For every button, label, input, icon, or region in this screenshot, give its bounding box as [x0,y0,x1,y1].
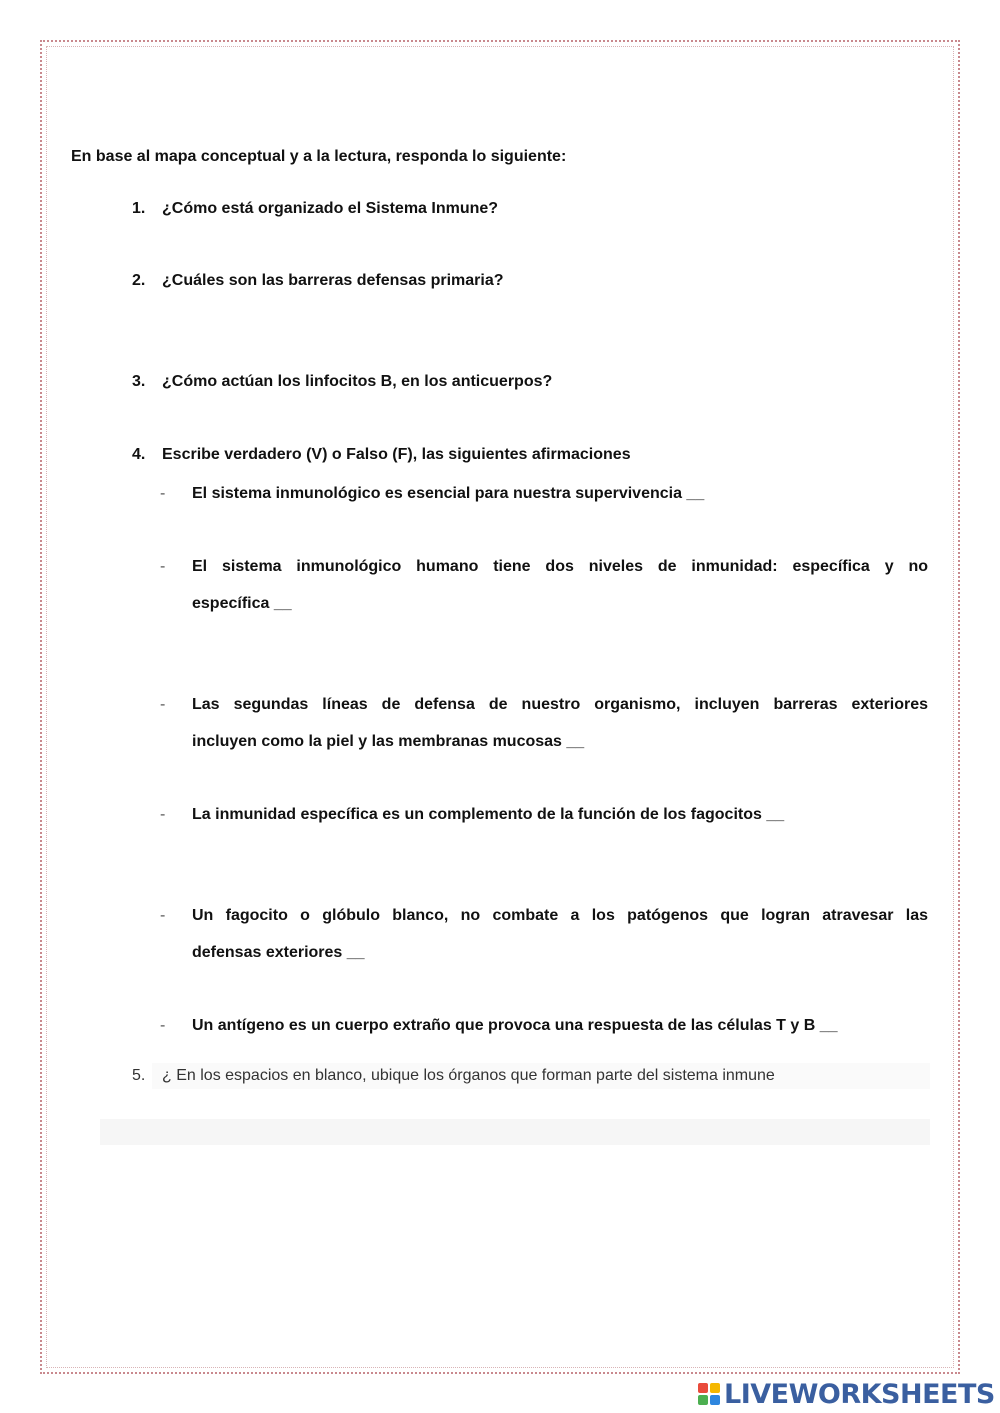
logo-square-icon [710,1395,720,1405]
question-3 [132,373,552,391]
question-number: 2. [132,272,146,289]
answer-input-area[interactable] [100,1119,930,1145]
logo-square-icon [698,1383,708,1393]
instructions-heading: En base al mapa conceptual y a la lectura, responda lo siguiente: [71,148,567,165]
statement-text: Un antígeno es un cuerpo extraño que provoca una respuesta de las células T y B __ [192,1017,838,1034]
bullet-dash: - [160,907,166,924]
logo-square-icon [698,1395,708,1405]
question-2 [132,272,503,290]
question-number: 3. [132,373,146,390]
statement-text: El sistema inmunológico es esencial para nuestra supervivencia __ [192,485,705,502]
statement-text: Las segundas líneas de defensa de nuestro organismo, incluyen barreras exteriores [192,696,928,713]
statement-text-continued: específica __ [192,595,292,612]
question-number: 5. [132,1067,146,1084]
statement-3 [160,686,928,760]
brand-name: LIVEWORKSHEETS [724,1378,995,1410]
statement-4 [160,796,928,833]
logo-square-icon [710,1383,720,1393]
question-text: Escribe verdadero (V) o Falso (F), las siguientes afirmaciones [162,446,631,463]
question-text: ¿Cómo actúan los linfocitos B, en los anticuerpos? [162,373,553,390]
bullet-dash: - [160,1017,166,1034]
question-4 [132,446,631,464]
statement-text: Un fagocito o glóbulo blanco, no combate a los patógenos que logran atravesar las [192,907,928,924]
logo-icon [698,1383,720,1405]
statement-text-continued: defensas exteriores __ [192,944,365,961]
statement-1 [160,475,928,512]
question-number: 4. [132,446,146,463]
bullet-dash: - [160,485,166,502]
statement-text: El sistema inmunológico humano tiene dos niveles de inmunidad: específica y no [192,558,928,575]
statement-6 [160,1007,928,1044]
question-1 [132,200,498,218]
statement-text: La inmunidad específica es un complemento de la función de los fagocitos __ [192,806,785,823]
bullet-dash: - [160,806,166,823]
question-5 [132,1067,775,1085]
bullet-dash: - [160,696,166,713]
statement-5 [160,897,928,971]
statement-2 [160,548,928,622]
question-text: ¿Cuáles son las barreras defensas primaria? [162,272,504,289]
question-number: 1. [132,200,146,217]
bullet-dash: - [160,558,166,575]
statement-text-continued: incluyen como la piel y las membranas mucosas __ [192,733,585,750]
question-text: ¿ En los espacios en blanco, ubique los órganos que forman parte del sistema inmune [162,1067,775,1084]
liveworksheets-logo [698,1378,995,1410]
question-text: ¿Cómo está organizado el Sistema Inmune? [162,200,499,217]
